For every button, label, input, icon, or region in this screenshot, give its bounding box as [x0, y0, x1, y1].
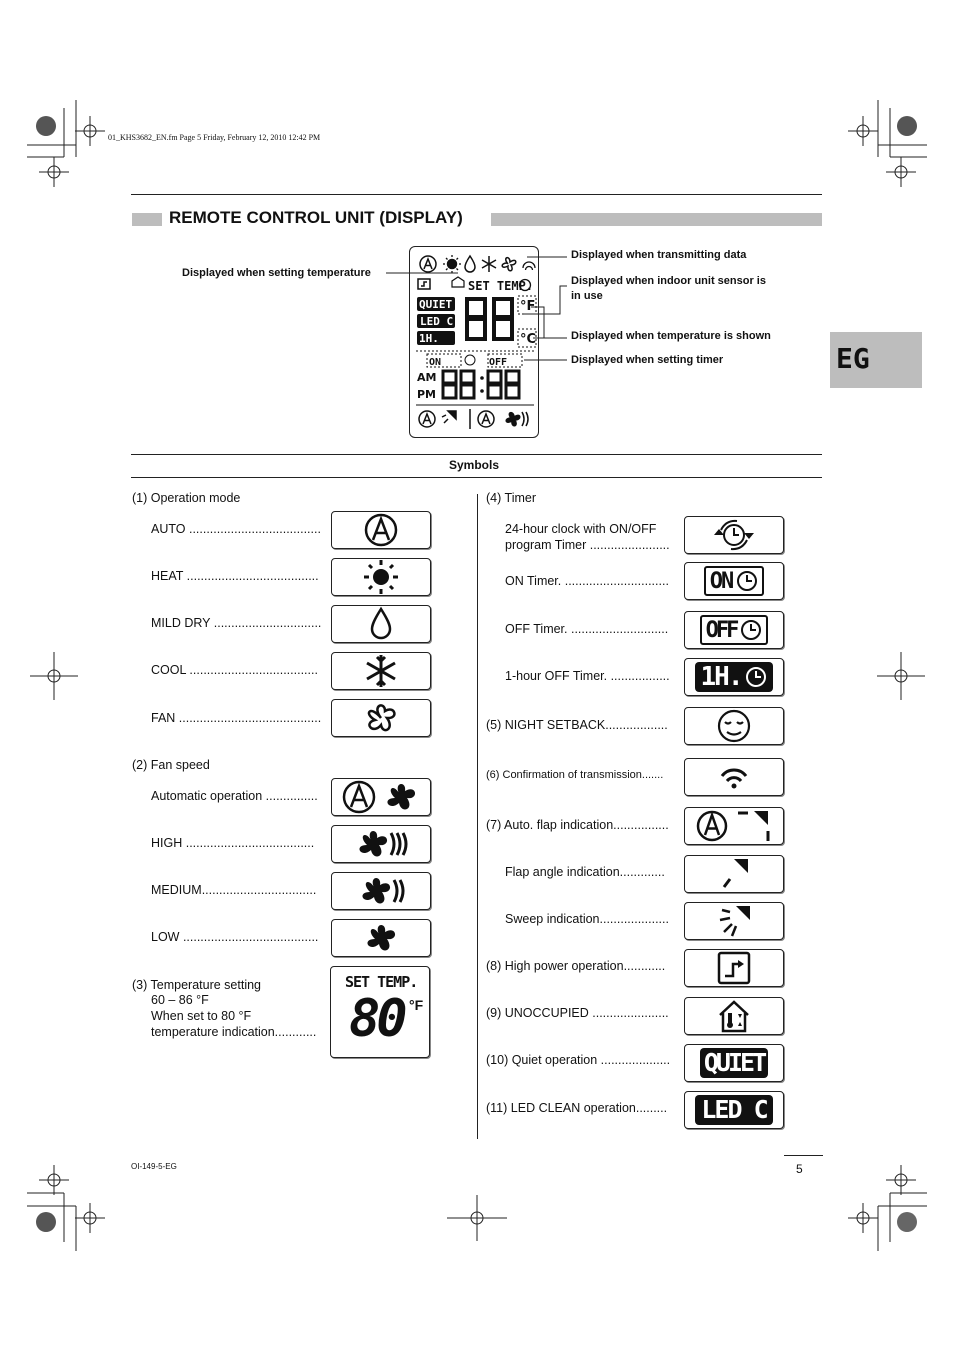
label-high-power: (8) High power operation............	[486, 959, 666, 973]
symbols-rule-bottom	[131, 477, 822, 478]
off-timer-badge	[700, 615, 769, 645]
side-tab-label: EG	[836, 342, 870, 375]
temp-setting-line3: When set to 80 °F	[151, 1009, 252, 1023]
confirmation-symbol-box	[684, 758, 784, 796]
on-label: ON	[709, 568, 733, 594]
label-high: HIGH .....................................	[151, 836, 315, 850]
fan-speed-heading: (2) Fan speed	[132, 758, 210, 772]
snowflake-icon	[361, 654, 401, 688]
label-cool: COOL .....................................	[151, 663, 318, 677]
sweep-icon	[714, 904, 754, 938]
heat-symbol-box	[331, 558, 431, 596]
clock-cycle-icon	[704, 518, 764, 552]
lcd-on-label: ON	[429, 357, 442, 368]
lcd-f-label: °F	[520, 299, 536, 314]
lcd-pm-label: PM	[417, 388, 437, 401]
unoccupied-symbol-box	[684, 997, 784, 1035]
fan-high-icon	[351, 827, 411, 861]
lcd-am-label: AM	[417, 371, 437, 384]
fan-icon	[361, 701, 401, 735]
auto-flap-symbol-box	[684, 807, 784, 845]
page-number-rule	[784, 1155, 823, 1156]
fan-low-symbol-box	[331, 919, 431, 957]
label-fan: FAN .........................................	[151, 711, 322, 725]
led-clean-symbol-box	[684, 1091, 784, 1129]
label-night-setback: (5) NIGHT SETBACK..................	[486, 718, 668, 732]
column-divider	[477, 494, 478, 1139]
clock-icon	[736, 570, 758, 592]
lcd-c-label: °C	[520, 332, 537, 347]
callout-temperature-shown: Displayed when temperature is shown	[571, 330, 771, 342]
fan-high-symbol-box	[331, 825, 431, 863]
top-rule	[131, 194, 822, 195]
one-hour-symbol-box	[684, 658, 784, 696]
lcd-graphics	[410, 247, 540, 439]
on-timer-badge	[704, 566, 765, 596]
clock-icon	[745, 666, 767, 688]
power-step-icon	[714, 951, 754, 985]
auto-flap-icon	[694, 809, 774, 843]
fan-auto-symbol-box	[331, 778, 431, 816]
label-quiet: (10) Quiet operation ....................	[486, 1053, 671, 1067]
side-tab	[830, 332, 922, 388]
temp-setting-line2: 60 – 86 °F	[151, 993, 209, 1007]
off-label: OFF	[705, 617, 737, 643]
on-timer-symbol-box	[684, 562, 784, 600]
temp-display-box	[330, 966, 430, 1058]
lcd-off-label: OFF	[489, 357, 508, 368]
label-heat: HEAT ......................................	[151, 569, 319, 583]
footer-code: OI-149-5-EG	[131, 1162, 177, 1171]
temp-unit: °F	[409, 997, 424, 1013]
timer-heading: (4) Timer	[486, 491, 536, 505]
label-sweep: Sweep indication....................	[505, 912, 669, 926]
label-led-clean: (11) LED CLEAN operation.........	[486, 1101, 668, 1115]
flap-angle-symbol-box	[684, 855, 784, 893]
callout-setting-timer: Displayed when setting timer	[571, 354, 724, 366]
callout-indoor-sensor-1: Displayed when indoor unit sensor is	[571, 275, 766, 287]
callout-indoor-sensor-2: in use	[571, 290, 603, 302]
led-badge: LED C	[695, 1095, 772, 1125]
label-clock-2: program Timer .......................	[505, 538, 670, 552]
sleeping-face-icon	[714, 709, 754, 743]
label-mild-dry: MILD DRY ...............................	[151, 616, 322, 630]
set-temp-label: SET TEMP.	[345, 973, 418, 991]
signal-icon	[714, 760, 754, 794]
quiet-badge: QUIET	[700, 1048, 768, 1078]
lcd-set-temp-label: SET TEMP.	[468, 279, 534, 293]
off-timer-symbol-box	[684, 611, 784, 649]
symbols-rule-top	[131, 454, 822, 455]
clock-timer-symbol-box	[684, 516, 784, 554]
fan-low-icon	[361, 921, 401, 955]
temp-setting-line4: temperature indication............	[151, 1025, 317, 1039]
symbols-heading: Symbols	[449, 458, 500, 472]
title-bar-left	[132, 213, 162, 226]
label-auto-flap: (7) Auto. flap indication................	[486, 818, 669, 832]
label-one-hour-off: 1-hour OFF Timer. .................	[505, 669, 670, 683]
label-automatic-operation: Automatic operation ...............	[151, 789, 318, 803]
high-power-symbol-box	[684, 949, 784, 987]
temp-setting-line1: (3) Temperature setting	[132, 978, 261, 992]
auto-icon	[361, 513, 401, 547]
operation-mode-heading: (1) Operation mode	[132, 491, 241, 505]
cool-symbol-box	[331, 652, 431, 690]
fan-medium-symbol-box	[331, 872, 431, 910]
sweep-symbol-box	[684, 902, 784, 940]
lcd-one-h-label: 1H.	[419, 332, 439, 345]
label-unoccupied: (9) UNOCCUPIED ......................	[486, 1006, 669, 1020]
label-clock-1: 24-hour clock with ON/OFF	[505, 522, 657, 536]
lcd-display	[409, 246, 539, 438]
fan-medium-icon	[354, 874, 408, 908]
clock-icon	[740, 619, 762, 641]
title-bar-right	[491, 213, 822, 226]
fan-auto-icon	[341, 780, 421, 814]
label-medium: MEDIUM.................................	[151, 883, 317, 897]
label-off-timer: OFF Timer. ............................	[505, 622, 669, 636]
callout-transmitting-data: Displayed when transmitting data	[571, 249, 747, 261]
mild-dry-symbol-box	[331, 605, 431, 643]
drop-icon	[361, 607, 401, 641]
section-title: REMOTE CONTROL UNIT (DISPLAY)	[169, 208, 463, 227]
label-auto: AUTO ......................................	[151, 522, 321, 536]
lcd-led-c-label: LED C	[420, 315, 454, 328]
one-hour-badge	[695, 662, 774, 692]
label-low: LOW .......................................	[151, 930, 319, 944]
quiet-symbol-box	[684, 1044, 784, 1082]
file-header: 01_KHS3682_EN.fm Page 5 Friday, February 12, 2010 12:42 PM	[108, 133, 321, 142]
fan-symbol-box	[331, 699, 431, 737]
callout-setting-temperature: Displayed when setting temperature	[182, 267, 371, 279]
sun-icon	[361, 560, 401, 594]
house-icon	[714, 999, 754, 1033]
page-number: 5	[796, 1162, 803, 1176]
one-h-label: 1H.	[700, 662, 742, 692]
flap-angle-icon	[714, 857, 754, 891]
label-flap-angle: Flap angle indication.............	[505, 865, 665, 879]
night-setback-symbol-box	[684, 707, 784, 745]
temp-value: 80	[349, 989, 404, 1049]
lcd-quiet-label: QUIET	[419, 298, 453, 311]
auto-symbol-box	[331, 511, 431, 549]
label-on-timer: ON Timer. ..............................	[505, 574, 669, 588]
label-confirmation: (6) Confirmation of transmission.......	[486, 769, 664, 781]
